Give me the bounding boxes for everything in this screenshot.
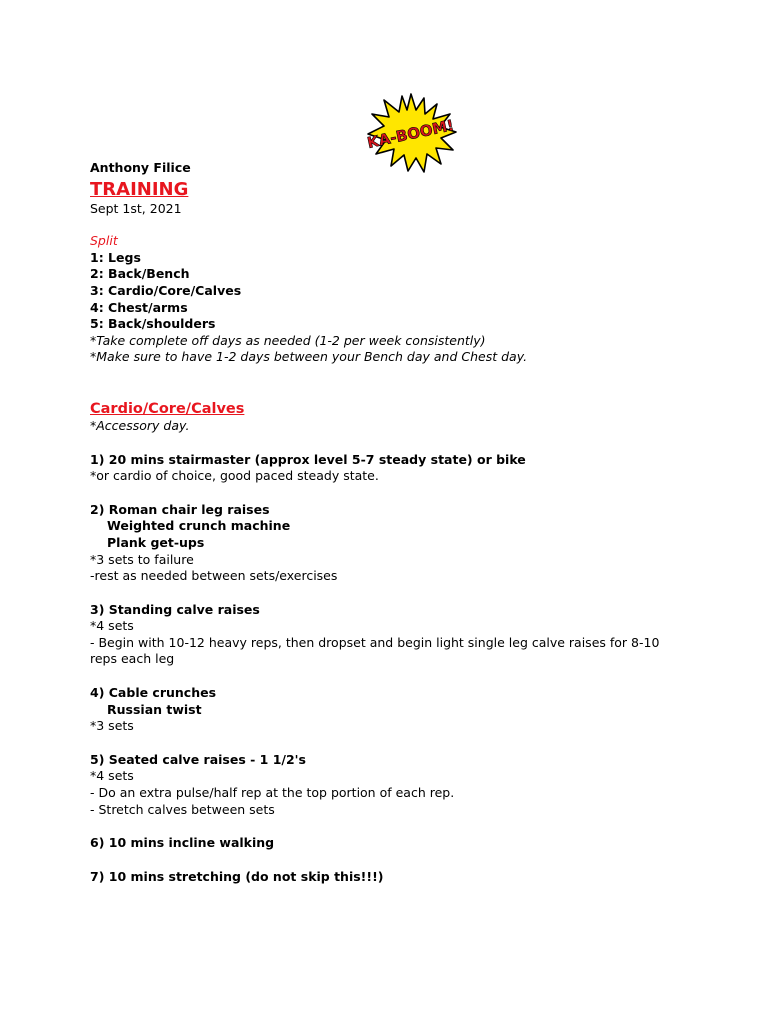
exercise-line: 5) Seated calve raises - 1 1/2's xyxy=(90,751,306,767)
exercise-note: - Stretch calves between sets xyxy=(90,801,275,817)
exercise-note: *3 sets xyxy=(90,718,134,734)
exercise-note: - Do an extra pulse/half rep at the top portion of each rep. xyxy=(90,785,455,801)
split-item: 4: Chest/arms xyxy=(90,299,188,315)
exercise-7 xyxy=(90,869,690,886)
exercise-5 xyxy=(90,752,690,818)
exercise-4 xyxy=(90,685,690,735)
exercise-1 xyxy=(90,452,690,485)
exercise-line: Weighted crunch machine xyxy=(107,518,291,534)
split-label: Split xyxy=(90,233,118,249)
exercise-note: *3 sets to failure xyxy=(90,551,194,567)
split-note: *Make sure to have 1-2 days between your Bench day and Chest day. xyxy=(90,349,528,365)
exercise-note: *or cardio of choice, good paced steady state. xyxy=(90,468,379,484)
exercise-line: 1) 20 mins stairmaster (approx level 5-7 steady state) or bike xyxy=(90,451,526,467)
exercise-note: - Begin with 10-12 heavy reps, then dropset and begin light single leg calve raises for 8-10 reps each leg xyxy=(90,634,660,667)
split-item: 2: Back/Bench xyxy=(90,266,190,282)
section-note: *Accessory day. xyxy=(90,417,190,433)
exercise-line: 4) Cable crunches xyxy=(90,685,217,701)
exercise-note: *4 sets xyxy=(90,768,134,784)
exercise-2 xyxy=(90,502,690,585)
exercise-line: 3) Standing calve raises xyxy=(90,601,260,617)
document-date: Sept 1st, 2021 xyxy=(90,200,182,216)
split-note: *Take complete off days as needed (1-2 per week consistently) xyxy=(90,332,486,348)
section-title: Cardio/Core/Calves xyxy=(90,400,245,417)
exercise-line: 6) 10 mins incline walking xyxy=(90,835,275,851)
logo-lettering: KA-BOOM! xyxy=(365,116,456,153)
split-list xyxy=(90,250,690,366)
split-item: 1: Legs xyxy=(90,249,141,265)
exercise-line: Russian twist xyxy=(107,701,202,717)
document-body xyxy=(90,160,690,885)
exercise-line: 7) 10 mins stretching (do not skip this!!!) xyxy=(90,868,384,884)
exercise-3 xyxy=(90,602,690,668)
exercise-line: 2) Roman chair leg raises xyxy=(90,501,270,517)
exercise-6 xyxy=(90,835,690,852)
split-item: 5: Back/shoulders xyxy=(90,316,216,332)
exercise-line: Plank get-ups xyxy=(107,534,205,550)
exercise-note: -rest as needed between sets/exercises xyxy=(90,568,338,584)
split-item: 3: Cardio/Core/Calves xyxy=(90,282,242,298)
document-title: TRAINING xyxy=(90,178,189,200)
exercise-note: *4 sets xyxy=(90,618,134,634)
author-name: Anthony Filice xyxy=(90,160,191,175)
